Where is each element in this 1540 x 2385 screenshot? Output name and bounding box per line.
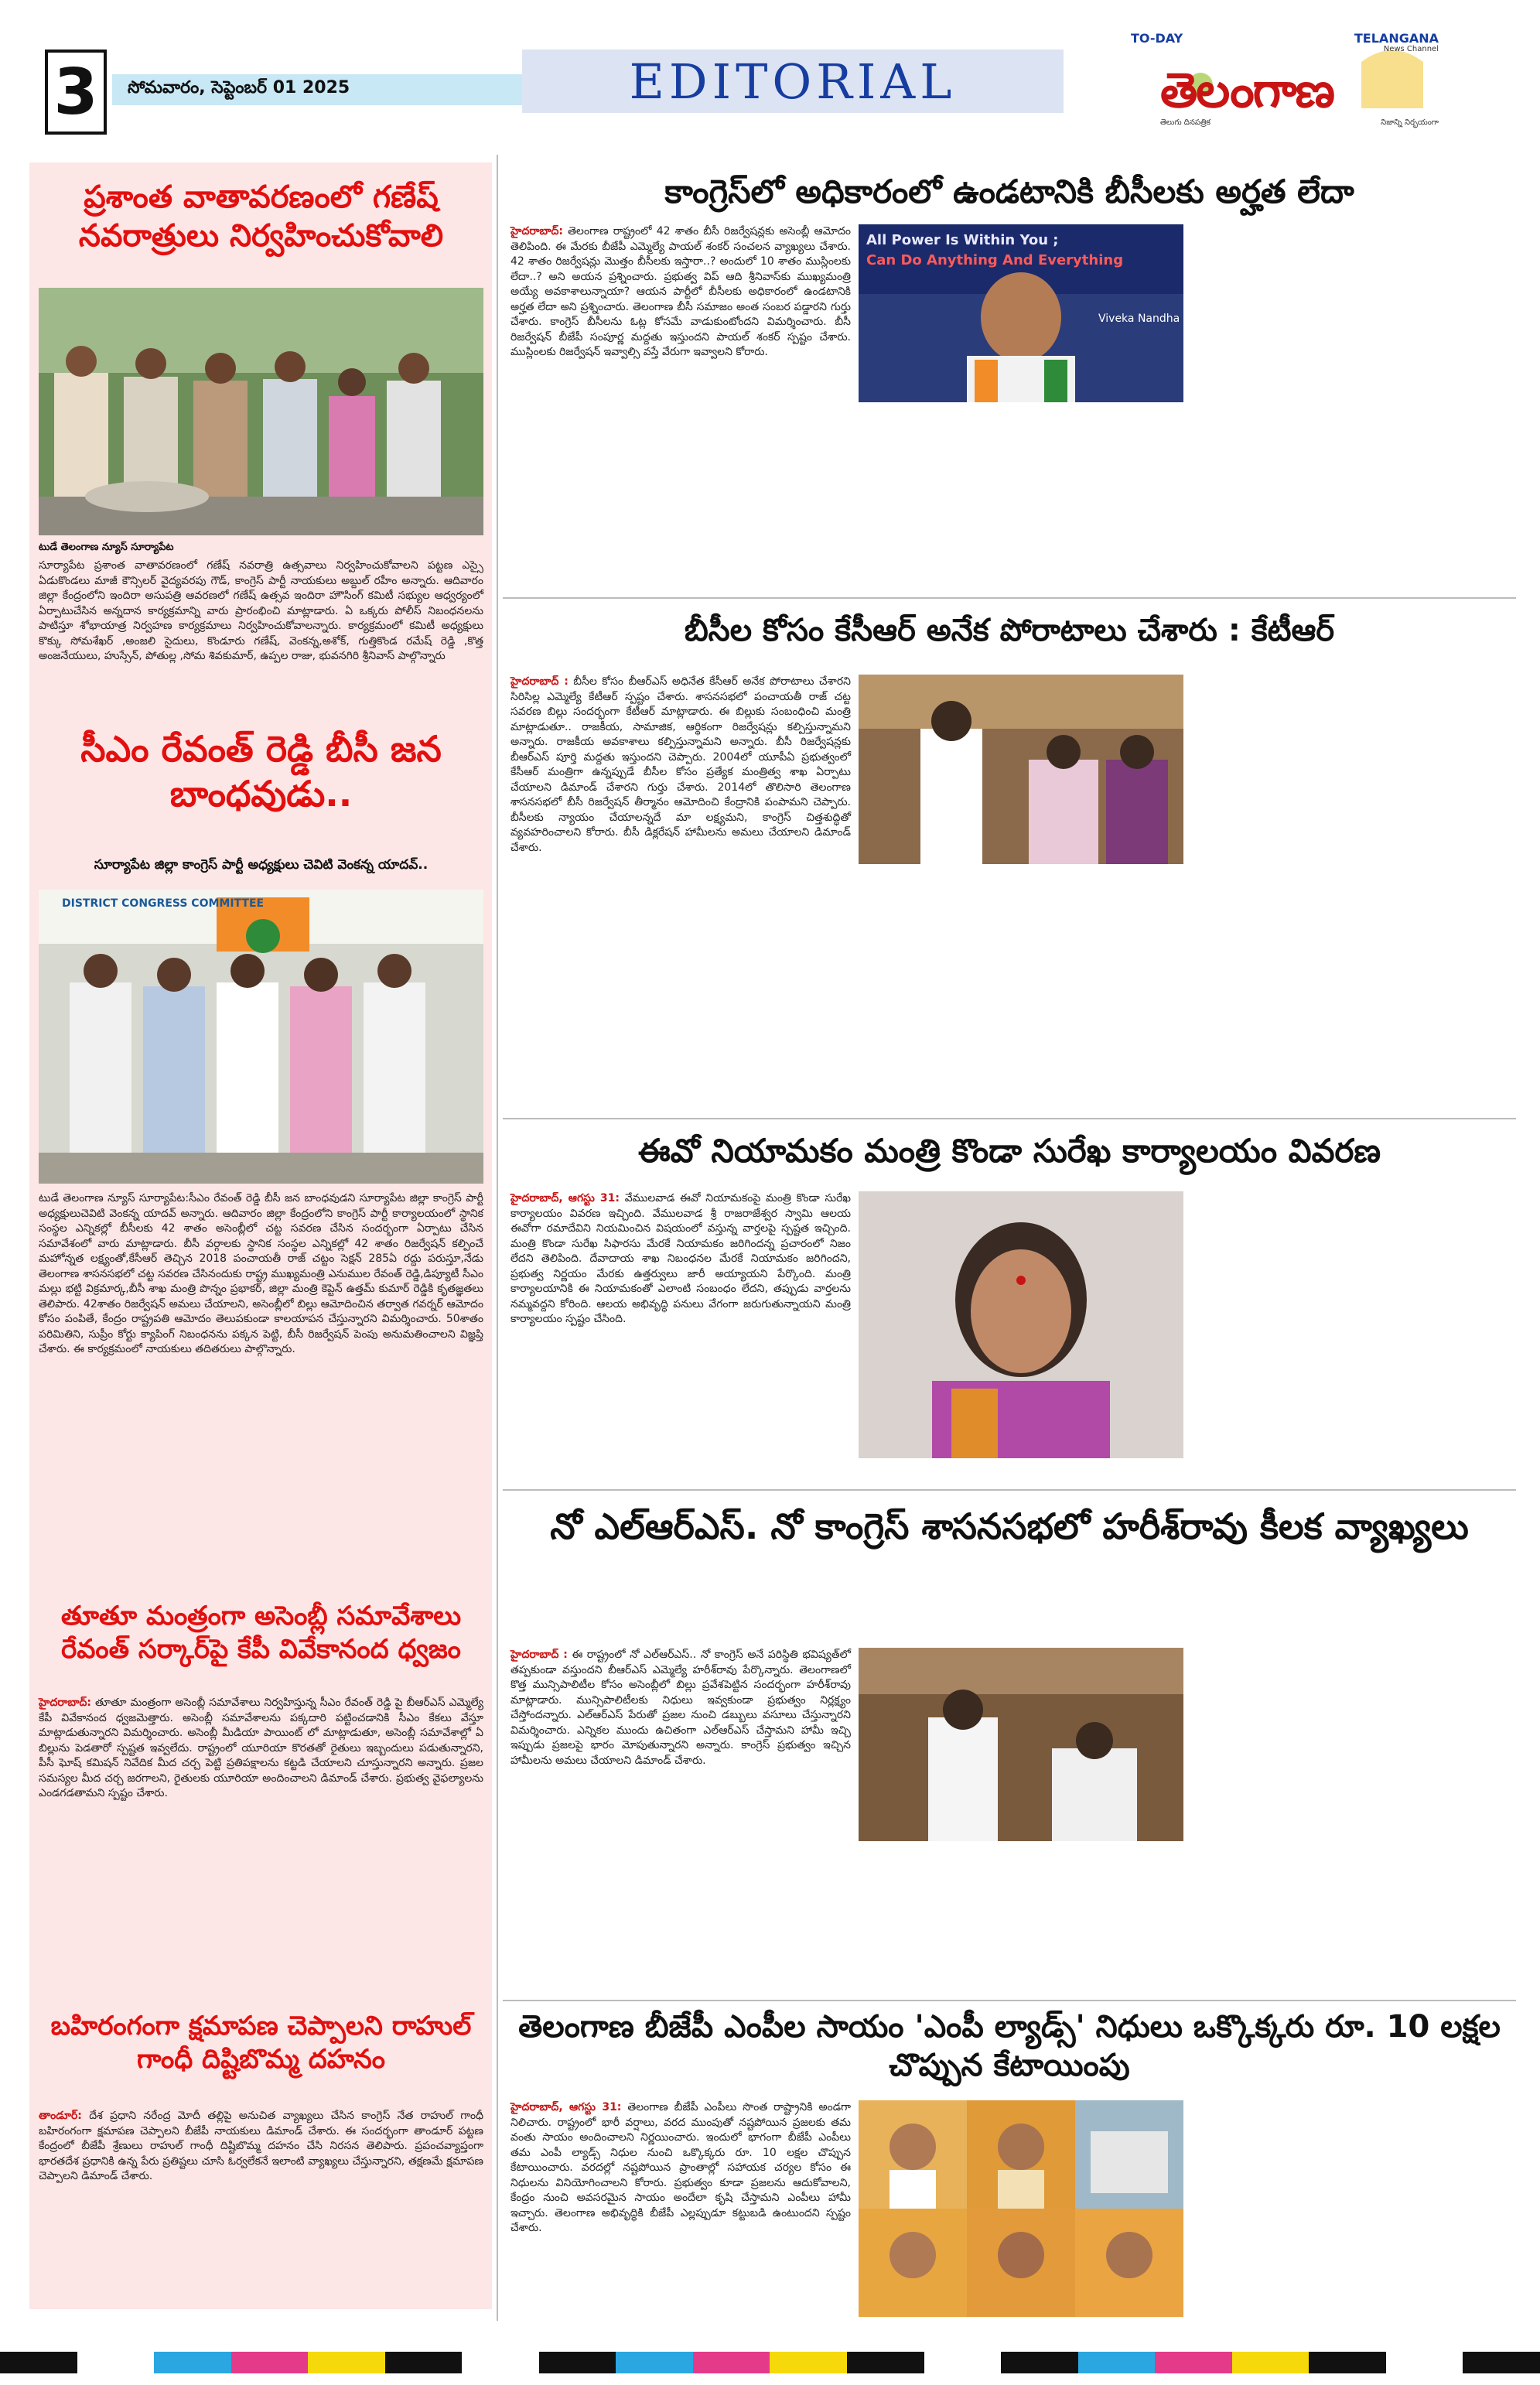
left-article-4-text: దేశ ప్రధాని నరేంద్ర మోదీ తల్లిపై అనుచిత వ్యాఖ్యలు చేసిన కాంగ్రెస్ నేత రాహుల్ గాంధీ బహిరంగంగా క్షమాపణ చెప్పాలని బీజేపీ నాయకులు డిమాండ్ చేశారు. ఈ సందర్భంగా తాండూర్ పట్టణ కేంద్రంలో బీజేపీ శ్రేణులు రాహుల్ గాంధీ దిష్టిబొమ్మ దహనం చేసి నిరసన తెలిపారు. ప్రపంచవ్యాప్తంగా భారతదేశ ప్రధానికి ఉన్న పేరు ప్రతిష్టలు చూసి ఓర్వలేకనే ఇలాంటి వ్యాఖ్యలు చేస్తున్నారని, తక్షణమే క్షమాపణ చెప్పాలని డిమాండ్ చేశారు. (39, 2110, 483, 2182)
right-article-5-photo (859, 2100, 1183, 2317)
right-article-3-photo (859, 1191, 1183, 1458)
column-divider (497, 155, 498, 2321)
left-article-4-dateline: తాండూర్: (39, 2110, 82, 2122)
right-article-4-text: ఈ రాష్ట్రంలో నో ఎల్ఆర్ఎస్.. నో కాంగ్రెస్ అనే పరిస్థితి భవిష్యత్‌లో తప్పకుండా వస్తుందని బీఆర్ఎస్ ఎమ్మెల్యే హరీశ్‌రావు పేర్కొన్నారు. తెలంగాణలో కొత్త మున్సిపాలిటీల కోసం అసెంబ్లీలో బిల్లు ప్రవేశపెట్టిన సందర్భంగా హరీశ్‌రావు మాట్లాడారు. మున్సిపాలిటీలకు నిధులు ఇవ్వకుండా ప్రభుత్వం నిర్లక్ష్యం చేస్తోందన్నారు. ఎల్ఆర్ఎస్ పేరుతో ప్రజల నుంచి డబ్బులు వసూలు చేస్తున్నారని విమర్శించారు. ఎన్నికల ముందు ఉచితంగా ఎల్ఆర్ఎస్ చేస్తామని హామీ ఇచ్చి ఇప్పుడు ప్రజలపై భారం మోపుతున్నారని అన్నారు. కాంగ్రెస్ ప్రభుత్వం ఇచ్చిన హామీలను అమలు చేయాలని డిమాండ్ చేశారు. (510, 1649, 851, 1767)
section-title: EDITORIAL (522, 50, 1064, 113)
date-bar: సోమవారం, సెప్టెంబర్ 01 2025 (112, 74, 522, 105)
right-article-2-text: బీసీల కోసం బీఆర్ఎస్ అధినేత కేసీఆర్ అనేక పోరాటాలు చేశారని సిరిసిల్ల ఎమ్మెల్యే కేటీఆర్ స్పష్టం చేశారు. శాసనసభలో పంచాయతీ రాజ్ చట్ట సవరణ బిల్లు సందర్భంగా కేటీఆర్ మాట్లాడారు. ఈ బిల్లుకు సంబంధించి మంత్రి మాట్లాడుతూ.. రాజకీయ, సామాజిక, ఆర్థికంగా రిజర్వేషన్లు కల్పిస్తున్నామని అన్నారు. రాజకీయ అవకాశాలు కల్పిస్తున్నామని అన్నారు. బీసీ రిజర్వేషన్లకు బీఆర్ఎస్ పూర్తి మద్దతు ఇస్తుందని చెప్పారు. 2004లో యూపీఏ ప్రభుత్వంలో కేసీఆర్ మంత్రిగా ఉన్నప్పుడే బీసీల కోసం ప్రత్యేక మంత్రిత్వ శాఖ ఏర్పాటు చేయాలని డిమాండ్ చేశారని గుర్తు చేశారు. 2014లో తొలిసారి తెలంగాణ శాసనసభలో బీసీ రిజర్వేషన్ తీర్మానం ఆమోదించి కేంద్రానికి పంపామని చెప్పారు. బీసీలకు న్యాయం చేయాలన్నదే మా లక్ష్యమని, కాంగ్రెస్ చిత్తశుద్ధితో వ్యవహరించాలని కోరారు. బీసీ డిక్లరేషన్ హామీలను అమలు చేయాలని డిమాండ్ చేశారు. (510, 675, 852, 854)
right-article-4-headline: నో ఎల్ఆర్ఎస్. నో కాంగ్రెస్ శాసనసభలో హరీశ్‌రావు కీలక వ్యాఖ్యలు (550, 1505, 1469, 1547)
left-article-2-body: టుడే తెలంగాణ న్యూస్ సూర్యాపేట:సీఎం రేవంత్ రెడ్డి బీసీ జన బాంధవుడని సూర్యాపేట జిల్లా కాంగ్రెస్ పార్టీ అధ్యక్షులుచెవిటి వెంకన్న యాదవ్ అన్నారు. ఆదివారం జిల్లా కేంద్రంలోని కాంగ్రెస్ పార్టీ కార్యాలయంలో స్థానిక సంస్థల ఎన్నికల్లో బీసీలకు 42 శాతం అసెంబ్లీలో చట్ట సవరణ చేసిన సందర్భంగా ఏర్పాటు చేసిన సమావేశంలో వారు మాట్లాడారు. బీసీ వర్గాలకు స్థానిక సంస్థల ఎన్నికల్లో 42 శాతం రిజర్వేషన్ కల్పించే మహోన్నత లక్ష్యంతో,కేసీఆర్ తెచ్చిన 2018 పంచాయతీ రాజ్ చట్టం సెక్షన్ 285ఏ రద్దు పరుస్తూ,నేడు తెలంగాణ శాసనసభలో చట్ట సవరణ చేసినందుకు రాష్ట్ర ముఖ్యమంత్రి ఎనుముల రేవంత్ రెడ్డి,డిప్యూటీ సీఎం మల్లు భట్టి విక్రమార్క,బీసీ శాఖ మంత్రి పొన్నం ప్రభాకర్, జిల్లా మంత్రి కెప్టెన్ ఉత్తమ్ కుమార్ రెడ్డికి కృతజ్ఞతలు తెలిపారు. 42శాతం రిజర్వేషన్ అమలు చేయాలని, అసెంబ్లీలో బిల్లు ఆమోదించిన తర్వాత గవర్నర్ ఆమోదం కోసం పంపితే, కేంద్రం రాష్ట్రపతి ఆమోదం తెలుపకుండా కాలయాపన చేస్తున్నారని విమర్శించారు. 50శాతం పరిమితిని, సుప్రీం కోర్టు క్యాపింగ్ నిబంధనను పక్కన పెట్టి, బీసీ రిజర్వేషన్ పెంపు అనుమతించాలని విజ్ఞప్తి చేశారు. ఈ కార్యక్రమంలో నాయకులు తదితరులు పాల్గొన్నారు. (39, 1192, 483, 1355)
section-divider (503, 1489, 1516, 1491)
logo-tagline-right: నిజాన్ని నిర్భయంగా (1381, 118, 1439, 127)
left-article-1-byline: టుడే తెలంగాణ న్యూస్ సూర్యాపేట (39, 542, 174, 553)
masthead (0, 0, 1540, 135)
right-article-1-photo-text-3: Viveka Nandha (1098, 313, 1180, 325)
page-number: 3 (45, 50, 107, 135)
right-article-3-dateline: హైదరాబాద్, ఆగస్టు 31: (510, 1192, 620, 1204)
left-article-1-photo (39, 288, 483, 535)
right-article-4-dateline: హైదరాబాద్ : (510, 1649, 568, 1661)
mps-collage-photo-icon (859, 2100, 1183, 2317)
right-article-3-headline: ఈవో నియామకం మంత్రి కొండా సురేఖ కార్యాలయం వివరణ (637, 1132, 1381, 1170)
left-article-3-headline: తూతూ మంత్రంగా అసెంబ్లీ సమావేశాలు రేవంత్ సర్కార్‌పై కేపీ వివేకానంద ధ్వజం (60, 1601, 462, 1665)
left-article-3-body (39, 1696, 483, 1802)
right-article-5-headline: తెలంగాణ బీజేపీ ఎంపీల సాయం 'ఎంపీ ల్యాడ్స్' నిధులు ఒక్కొక్కరు రూ. 10 లక్షల చొప్పున కేటాయింపు (518, 2009, 1501, 2083)
print-color-strip (0, 2352, 1540, 2373)
right-article-5-text: తెలంగాణ బీజేపీ ఎంపీలు సొంత రాష్ట్రానికి అండగా నిలిచారు. రాష్ట్రంలో భారీ వర్షాలు, వరద ముంపుతో నష్టపోయిన ప్రజలకు తమ వంతు సాయం అందించాలని నిర్ణయించారు. ఇందులో భాగంగా బీజేపీ ఎంపీలు తమ ఎంపీ ల్యాడ్స్ నిధుల నుంచి ఒక్కొక్కరు రూ. 10 లక్షల చొప్పున కేటాయించారు. వరదల్లో నష్టపోయిన ప్రాంతాల్లో సహాయక చర్యల కోసం ఈ నిధులను వినియోగించాలని కోరారు. ప్రభుత్వం కూడా ప్రజలను ఆదుకోవాలని, కేంద్రం నుంచి అవసరమైన సాయం అందేలా కృషి చేస్తామని ఎంపీలు హామీ ఇచ్చారు. తెలంగాణ అభివృద్ధికి బీజేపీ ఎల్లప్పుడూ కట్టుబడి ఉంటుందని స్పష్టం చేశారు. (510, 2101, 852, 2234)
right-article-1-dateline: హైదరాబాద్: (510, 225, 563, 237)
right-article-4-photo (859, 1648, 1183, 1841)
right-article-2-headline: బీసీల కోసం కేసీఆర్ అనేక పోరాటాలు చేశారు : కేటీఆర్ (684, 613, 1335, 648)
left-article-3-dateline: హైదరాబాద్: (39, 1696, 91, 1709)
left-article-1-headline: ప్రశాంత వాతావరణంలో గణేష్ నవరాత్రులు నిర్వహించుకోవాలి (78, 179, 444, 254)
left-article-4-headline: బహిరంగంగా క్షమాపణ చెప్పాలని రాహుల్ గాంధీ దిష్టిబొమ్మ దహనం (50, 2011, 472, 2075)
right-article-3-body (510, 1191, 851, 1327)
right-article-3-text: వేములవాడ ఈవో నియామకంపై మంత్రి కొండా సురేఖ కార్యాలయం వివరణ ఇచ్చింది. వేములవాడ శ్రీ రాజరాజేశ్వర స్వామి ఆలయ ఈవోగా రమాదేవిని నియమించిన విషయంలో వస్తున్న వార్తలపై స్పష్టత ఇచ్చింది. మంత్రి కొండా సురేఖ సిఫారసు మేరకే నియామకం జరిగిందన్న ప్రచారంలో నిజం లేదని తెలిపింది. దేవాదాయ శాఖ నిబంధనల మేరకే నియామకం జరిగిందని, ప్రభుత్వ నిర్ణయం మేరకు ఉత్తర్వులు జారీ అయ్యాయని పేర్కొంది. మంత్రి కార్యాలయానికి ఈ నియామకంతో ఎలాంటి సంబంధం లేదని, తప్పుడు వార్తలను నమ్మవద్దని కోరింది. ఆలయ అభివృద్ధి పనులు వేగంగా జరుగుతున్నాయని మంత్రి కార్యాలయం స్పష్టం చేసింది. (510, 1192, 852, 1325)
logo-tagline-left: తెలుగు దినపత్రిక (1160, 118, 1211, 127)
right-article-1-headline: కాంగ్రెస్‌లో అధికారంలో ఉండటానికి బీసీలకు అర్హత లేదా (664, 173, 1354, 210)
minister-portrait-photo-icon (859, 1191, 1183, 1458)
right-article-2-dateline: హైదరాబాద్ : (510, 675, 569, 688)
left-article-2-subhead: సూర్యాపేట జిల్లా కాంగ్రెస్ పార్టీ అధ్యక్షులు చెవిటి వెంకన్న యాదవ్.. (94, 857, 429, 873)
right-article-1-text: తెలంగాణ రాష్ట్రంలో 42 శాతం బీసీ రిజర్వేషన్లకు అసెంబ్లీ ఆమోదం తెలిపింది. ఈ మేరకు బీజేపీ ఎమ్మెల్యే పాయల్ శంకర్ సంచలన వ్యాఖ్యలు చేశారు. 42 శాతం రిజర్వేషన్లు మొత్తం బీసీలకు ఇస్తారా..? అందులో 10 శాతం ముస్లింలకు లేదా..? అని అయన ప్రశ్నించారు. ప్రభుత్వ విప్ ఆది శ్రీనివాస్‌కు ముఖ్యమంత్రి అయ్యే అవకాశాలున్నాయా? ఆయన పార్టీలో బీసీలకు అధికారంలో ఉండటానికి అర్హత లేదా అని ప్రశ్నించారు. తెలంగాణ బీసీ సమాజం అంత సంబర పడ్డారని గుర్తు చేశారు. కాంగ్రెస్ బీసీలను ఓట్ల కోసమే వాడుకుంటోందని విమర్శించారు. బీసీ రిజర్వేషన్ బీజేపీ సంపూర్ణ మద్దతు ఇస్తుందని పాయల్ శంకర్ స్పష్టం చేశారు. ముస్లింలకు రిజర్వేషన్ ఇవ్వాల్సి వస్తే వేరుగా ఇవ్వాలని కోరారు. (510, 225, 852, 358)
right-article-1-photo-text-2: Can Do Anything And Everything (866, 252, 1124, 268)
assembly-speech-photo-icon (859, 675, 1183, 864)
left-article-1-body: సూర్యాపేట ప్రశాంత వాతావరణంలో గణేష్ నవరాత్రి ఉత్సవాలు నిర్వహించుకోవాలని పట్టణ ఎస్సై ఏడుకొండలు మాజీ కౌన్సిలర్ వైద్యవరపు గౌడ్, కాంగ్రెస్ పార్టీ నాయకులు అబ్దుల్ రహీం అన్నారు. ఆదివారం జిల్లా కేంద్రంలోని ఇందిరా అసుపత్రి ఆవరణలో గణేష్ ఉత్సవ ఇందిరా హౌసింగ్ కమిటీ సభ్యుల ఆధ్వర్యంలో ఏర్పాటుచేసిన అన్నదాన కార్యక్రమాన్ని వారు ప్రారంభించి మాట్లాడారు. ఏ ఒక్కరు పోలీస్ నిబంధనలను పాటిస్తూ శోభాయాత్ర నిర్వహణ కార్యక్రమాలు నిర్వహించుకోవాలన్నారు. కార్యక్రమంలో కమిటీ అధ్యక్షులు కొక్కు సోమశేఖర్ ,అంజలి సైదులు, కొండూరు గణేష్, వెంకన్న,అశోక్, గుత్తికొండ రమేష్ రెడ్డి ,కొత్త అంజనేయులు, హుస్సేన్, పోతుల్ల ,సోమ శివకుమార్, ఉప్పల రాజు, భువనగిరి శ్రీనివాస్ పాల్గొన్నారు (39, 559, 483, 662)
newspaper-logo (1129, 31, 1493, 132)
left-article-2-photo (39, 890, 483, 1184)
logo-news-channel: News Channel (1383, 45, 1439, 53)
right-article-2-body (510, 675, 851, 856)
right-article-4-body (510, 1648, 851, 1768)
logo-main-title: తెలంగాణ (1160, 62, 1333, 118)
right-article-1-body (510, 224, 851, 360)
logo-telangana: TELANGANA (1354, 31, 1439, 46)
section-divider (503, 597, 1516, 599)
section-divider (503, 2000, 1516, 2001)
congress-celebration-photo-icon (39, 890, 483, 1184)
left-article-4-body (39, 2109, 483, 2185)
logo-today: TO-DAY (1131, 31, 1183, 46)
right-article-5-dateline: హైదరాబాద్, ఆగస్టు 31: (510, 2101, 622, 2113)
left-article-2-headline: సీఎం రేవంత్ రెడ్డి బీసీ జన బాంధవుడు.. (80, 728, 442, 815)
assembly-debate-photo-icon (859, 1648, 1183, 1841)
section-divider (503, 1118, 1516, 1119)
left-article-3-text: తూతూ మంత్రంగా అసెంబ్లీ సమావేశాలు నిర్వహిస్తున్న సీఎం రేవంత్ రెడ్డి పై బీఆర్ఎస్ ఎమ్మెల్యే కేపీ వివేకానంద ధ్వజమెత్తారు. అసెంబ్లీ సమావేశాలను పక్కదారి పట్టించడానికి సీఎం కేకలు వేస్తూ మాట్లాడుతున్నారని విమర్శించారు. అసెంబ్లీ మీడియా పాయింట్ లో మాట్లాడుతూ, అసెంబ్లీ సమావేశాల్లో ఏ బిల్లును పెడతారో స్పష్టత ఇవ్వలేదు. రాష్ట్రంలో యూరియా కొరతతో రైతులు ఇబ్బందులు పడుతున్నారని, పీసీ ఘోష్ కమిషన్ నివేదిక మీద చర్చ పెట్టి ప్రతిపక్షాలను కట్టడి చేయాలని చూస్తున్నారని అన్నారు. ప్రజల సమస్యల మీద చర్చ జరగాలని, రైతులకు యూరియా అందించాలని డిమాండ్ చేశారు. ప్రభుత్వ వైఫల్యాలను ఎండగడతామని స్పష్టం చేశారు. (39, 1696, 484, 1799)
right-article-2-photo (859, 675, 1183, 864)
ganesh-event-photo-icon (39, 288, 483, 535)
right-article-1-photo-text-1: All Power Is Within You ; (866, 232, 1059, 248)
left-article-2-banner: DISTRICT CONGRESS COMMITTEE (62, 897, 265, 910)
right-article-5-body (510, 2100, 851, 2236)
